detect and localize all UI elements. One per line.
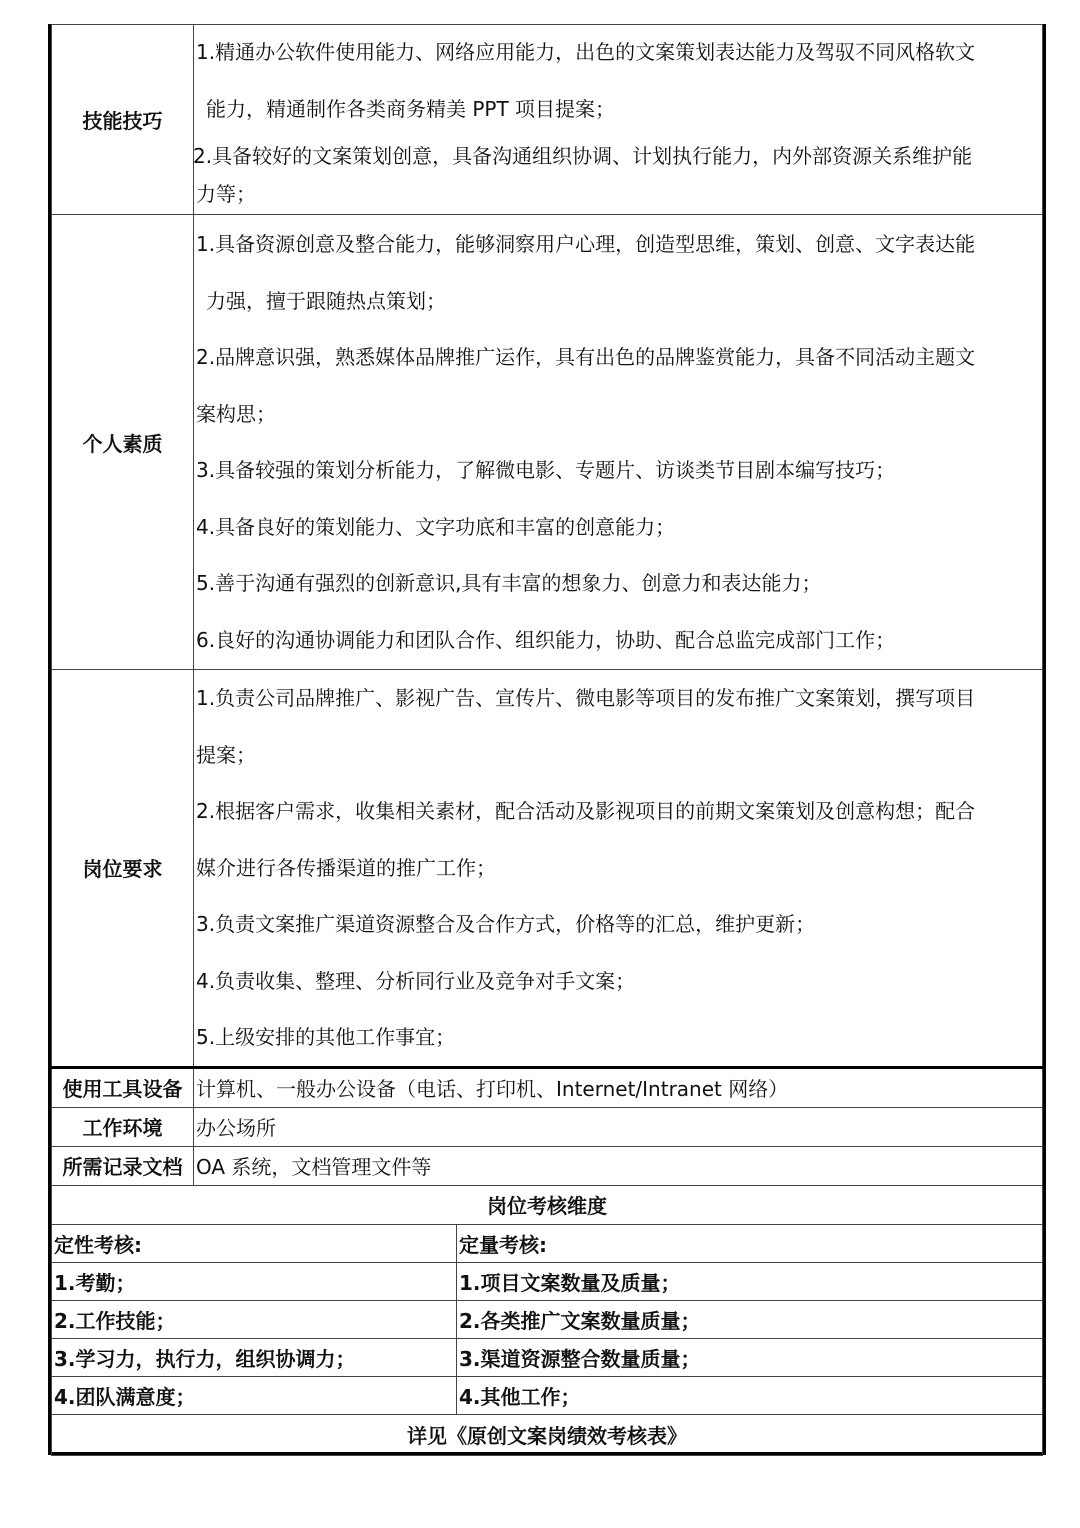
personal-line: 5.善于沟通有强烈的创新意识,具有丰富的想象力、创意力和表达能力； <box>196 571 822 595</box>
duties-row <box>52 670 1043 1068</box>
personal-label: 个人素质 <box>52 215 194 670</box>
personal-line: 案构思； <box>196 401 276 426</box>
personal-line: 1.具备资源创意及整合能力，能够洞察用户心理，创造型思维，策划、创意、文字表达能 <box>196 232 976 256</box>
duties-line: 3.负责文案推广渠道资源整合及合作方式，价格等的汇总，维护更新； <box>196 912 816 936</box>
duties-line: 提案； <box>196 742 256 767</box>
personal-row <box>52 215 1043 670</box>
assessment-footer-row <box>52 1414 1043 1455</box>
documents-value: OA 系统，文档管理文件等 <box>194 1146 1043 1185</box>
quantitative-header: 定量考核: <box>457 1224 1043 1262</box>
assessment-row <box>52 1338 1043 1376</box>
quantitative-item: 4.其他工作； <box>457 1376 1043 1414</box>
personal-content <box>194 215 1043 670</box>
assessment-footer: 详见《原创文案岗绩效考核表》 <box>52 1414 1043 1455</box>
personal-line: 4.具备良好的策划能力、文字功底和丰富的创意能力； <box>196 514 676 539</box>
duties-content <box>194 670 1043 1068</box>
tools-label: 使用工具设备 <box>52 1067 194 1107</box>
skills-line: 力等； <box>196 182 256 206</box>
qualitative-item: 3.学习力，执行力，组织协调力； <box>52 1338 457 1376</box>
personal-line: 力强，擅于跟随热点策划； <box>206 288 446 313</box>
qualitative-item: 2.工作技能； <box>52 1300 457 1338</box>
assessment-header-row <box>52 1224 1043 1262</box>
assessment-row <box>52 1300 1043 1338</box>
qualitative-header: 定性考核: <box>52 1224 457 1262</box>
documents-label: 所需记录文档 <box>52 1146 194 1185</box>
skills-line: 能力，精通制作各类商务精美 PPT 项目提案； <box>206 97 616 121</box>
job-description-sheet <box>48 24 1046 1455</box>
skills-line: 1.精通办公软件使用能力、网络应用能力，出色的文案策划表达能力及驾驭不同风格软文 <box>196 40 976 64</box>
assessment-row <box>52 1262 1043 1300</box>
job-table <box>51 24 1043 1456</box>
quantitative-item: 1.项目文案数量及质量； <box>457 1262 1043 1300</box>
qualitative-item: 1.考勤； <box>52 1262 457 1300</box>
documents-row <box>52 1146 1043 1185</box>
tools-row <box>52 1067 1043 1107</box>
skills-line: 2.具备较好的文案策划创意，具备沟通组织协调、计划执行能力，内外部资源关系维护能 <box>193 144 973 168</box>
environment-value: 办公场所 <box>194 1107 1043 1146</box>
assessment-title: 岗位考核维度 <box>52 1185 1043 1224</box>
skills-label: 技能技巧 <box>52 25 194 215</box>
duties-line: 1.负责公司品牌推广、影视广告、宣传片、微电影等项目的发布推广文案策划，撰写项目 <box>196 686 976 710</box>
qualitative-item: 4.团队满意度； <box>52 1376 457 1414</box>
personal-line: 2.品牌意识强，熟悉媒体品牌推广运作，具有出色的品牌鉴赏能力，具备不同活动主题文 <box>196 345 976 369</box>
environment-row <box>52 1107 1043 1146</box>
duties-label: 岗位要求 <box>52 670 194 1068</box>
assessment-title-row <box>52 1185 1043 1224</box>
environment-label: 工作环境 <box>52 1107 194 1146</box>
skills-content <box>194 25 1043 215</box>
personal-line: 3.具备较强的策划分析能力，了解微电影、专题片、访谈类节目剧本编写技巧； <box>196 458 896 482</box>
duties-line: 4.负责收集、整理、分析同行业及竞争对手文案； <box>196 968 636 993</box>
quantitative-item: 2.各类推广文案数量质量； <box>457 1300 1043 1338</box>
tools-value: 计算机、一般办公设备（电话、打印机、Internet/Intranet 网络） <box>194 1067 1043 1107</box>
quantitative-item: 3.渠道资源整合数量质量； <box>457 1338 1043 1376</box>
personal-line: 6.良好的沟通协调能力和团队合作、组织能力，协助、配合总监完成部门工作； <box>196 627 896 652</box>
duties-line: 2.根据客户需求，收集相关素材，配合活动及影视项目的前期文案策划及创意构想；配合 <box>196 799 976 823</box>
skills-row <box>52 25 1043 215</box>
duties-line: 媒介进行各传播渠道的推广工作； <box>196 855 496 880</box>
duties-line: 5.上级安排的其他工作事宜； <box>196 1025 456 1049</box>
assessment-row <box>52 1376 1043 1414</box>
